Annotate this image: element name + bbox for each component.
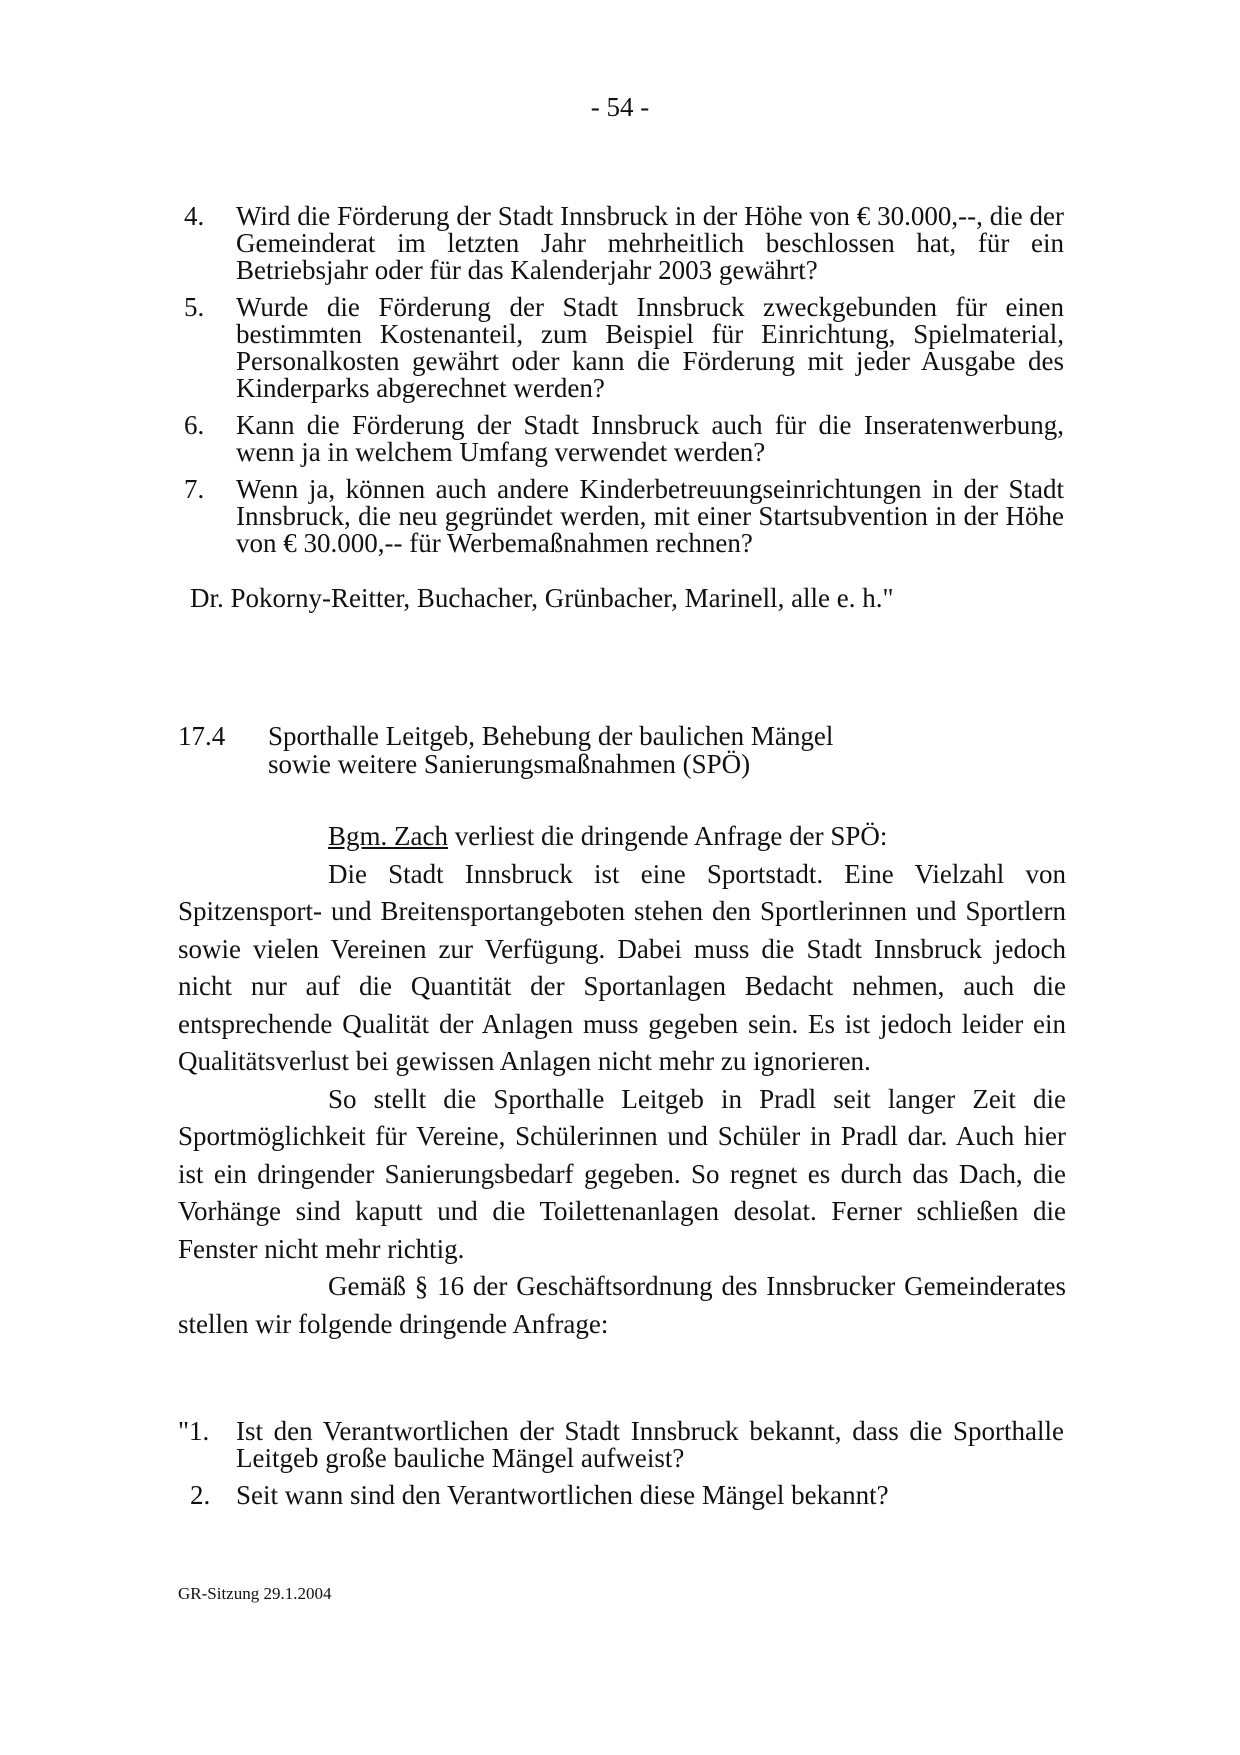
- question-text: Kann die Förderung der Stadt Innsbruck auch für die Inseratenwerbung, wenn ja in welchem Umfang verwendet werden?: [236, 410, 1064, 467]
- question-number: 2.: [190, 1480, 211, 1510]
- question-text: Ist den Verantwortlichen der Stadt Innsbruck bekannt, dass die Sporthalle Leitgeb große bauliche Mängel aufweist?: [236, 1416, 1064, 1473]
- section-heading: [178, 722, 1078, 778]
- list-item: [184, 294, 1064, 402]
- section-title-line2: sowie weitere Sanierungsmaßnahmen (SPÖ): [268, 749, 751, 779]
- paragraph: Gemäß § 16 der Geschäftsordnung des Innsbrucker Gemeinderates stellen wir folgende dringende Anfrage:: [178, 1271, 1066, 1339]
- section-title-line1: Sporthalle Leitgeb, Behebung der baulichen Mängel: [268, 721, 834, 751]
- question-number: 6.: [184, 410, 205, 440]
- list-item: [184, 412, 1064, 466]
- question-text: Wenn ja, können auch andere Kinderbetreuungseinrichtungen in der Stadt Innsbruck, die neu gegründet werden, mit einer Startsubvention in der Höhe von € 30.000,-- für Werbemaßnahmen rechnen?: [236, 474, 1064, 558]
- question-list-part2: [178, 1418, 1064, 1519]
- list-item: [178, 1482, 1064, 1509]
- list-item: [178, 1418, 1064, 1472]
- section-title: [268, 722, 833, 778]
- question-text: Seit wann sind den Verantwortlichen diese Mängel bekannt?: [236, 1480, 889, 1510]
- intro-line: [178, 818, 1066, 856]
- question-number: 4.: [184, 201, 205, 231]
- list-item: [184, 203, 1064, 284]
- section-number: 17.4: [178, 721, 226, 751]
- list-item: [184, 476, 1064, 557]
- signature-line: Dr. Pokorny-Reitter, Buchacher, Grünbacher, Marinell, alle e. h.": [190, 583, 894, 613]
- body-text: [178, 818, 1066, 1343]
- intro-text: verliest die dringende Anfrage der SPÖ:: [447, 821, 888, 851]
- question-list-part1: [184, 203, 1064, 567]
- question-number: "1.: [178, 1416, 210, 1446]
- question-number: 7.: [184, 474, 205, 504]
- question-text: Wurde die Förderung der Stadt Innsbruck zweckgebunden für einen bestimmten Kostenanteil, zum Beispiel für Einrichtung, Spielmaterial, Personalkosten gewährt oder kann die Förderung mit jeder Ausgabe des Kinderparks abgerechnet werden?: [236, 292, 1064, 403]
- page-number: - 54 -: [590, 92, 650, 122]
- question-text: Wird die Förderung der Stadt Innsbruck in der Höhe von € 30.000,--, die der Gemeinderat im letzten Jahr mehrheitlich beschlossen hat, für ein Betriebsjahr oder für das Kalenderjahr 2003 gewährt?: [236, 201, 1064, 285]
- question-number: 5.: [184, 292, 205, 322]
- footer-session-date: GR-Sitzung 29.1.2004: [178, 1584, 332, 1603]
- paragraph: So stellt die Sporthalle Leitgeb in Pradl seit langer Zeit die Sportmöglichkeit für Vereine, Schülerinnen und Schüler in Pradl dar. Auch hier ist ein dringender Sanierungsbedarf gegeben. So regnet es durch das Dach, die Vorhänge sind kaputt und die Toilettenanlagen desolat. Ferner schließen die Fenster nicht mehr richtig.: [178, 1083, 1066, 1264]
- speaker-name: Bgm. Zach: [328, 821, 448, 851]
- paragraph: Die Stadt Innsbruck ist eine Sportstadt. Eine Vielzahl von Spitzensport- und Breitensportangeboten stehen den Sportlerinnen und Sportlern sowie vielen Vereinen zur Verfügung. Dabei muss die Stadt Innsbruck jedoch nicht nur auf die Quantität der Sportanlagen Bedacht nehmen, auch die entsprechende Qualität der Anlagen muss gegeben sein. Es ist jedoch leider ein Qualitätsverlust bei gewissen Anlagen nicht mehr zu ignorieren.: [178, 858, 1066, 1076]
